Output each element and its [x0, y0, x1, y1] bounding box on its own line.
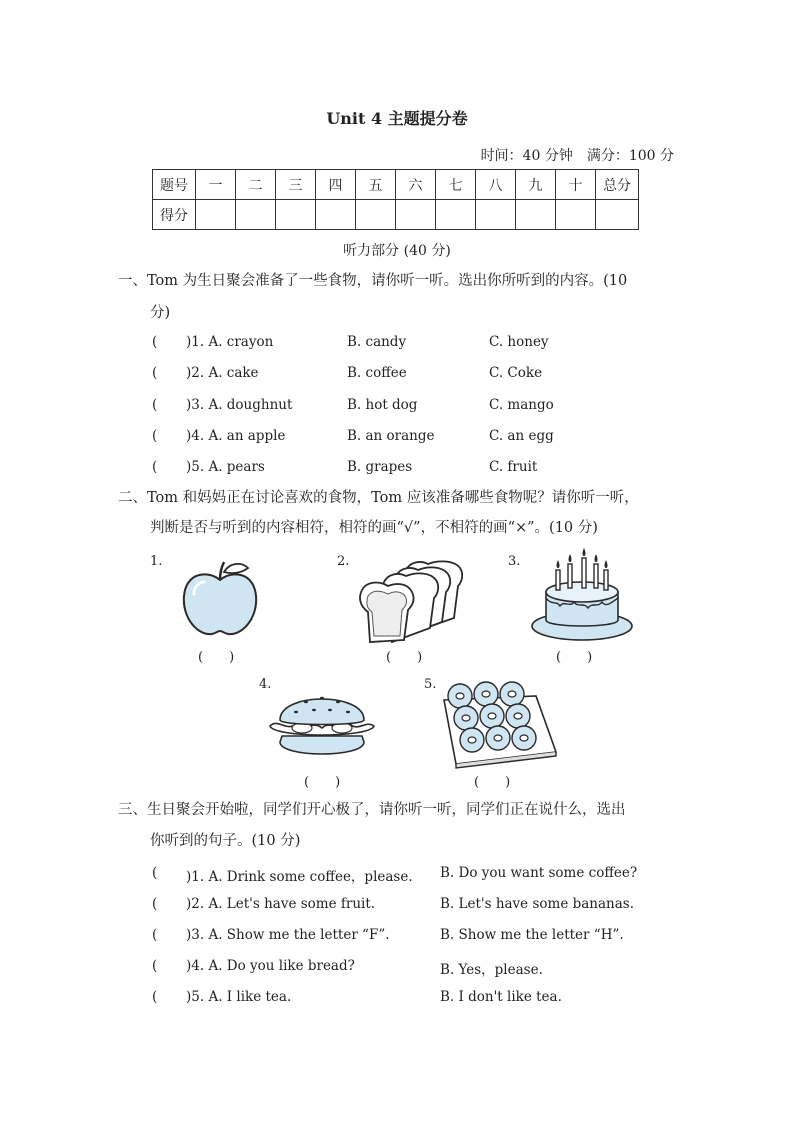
answer-paren[interactable]: (: [152, 958, 158, 974]
answer-paren[interactable]: (: [152, 865, 158, 881]
score-cell: 四: [316, 170, 356, 200]
score-input-cell[interactable]: [476, 200, 516, 230]
option-c: C. mango: [489, 397, 554, 413]
score-cell: 五: [356, 170, 396, 200]
picture-label-5: 5.: [424, 677, 437, 692]
option-b: B. Yes，please.: [440, 962, 543, 978]
score-input-cell[interactable]: [196, 200, 236, 230]
section1-heading-cont: 分): [150, 305, 171, 321]
option-a: )1. A. crayon: [186, 334, 274, 350]
option-b: B. Do you want some coffee?: [440, 865, 638, 881]
option-b: B. Show me the letter “H”.: [440, 927, 624, 943]
answer-bracket-2[interactable]: ( ): [386, 650, 423, 665]
section1-heading: 一、Tom 为生日聚会准备了一些食物，请你听一听。选出你所听到的内容。(10: [118, 273, 628, 289]
score-cell: 六: [396, 170, 436, 200]
answer-paren[interactable]: (: [152, 896, 158, 912]
score-cell: 二: [236, 170, 276, 200]
answer-bracket-3[interactable]: ( ): [556, 650, 593, 665]
answer-bracket-1[interactable]: ( ): [198, 650, 235, 665]
score-input-cell[interactable]: [316, 200, 356, 230]
score-input-cell[interactable]: [556, 200, 596, 230]
option-a: )4. A. an apple: [186, 428, 286, 444]
picture-label-1: 1.: [150, 554, 163, 569]
apple-picture: [178, 560, 262, 640]
hamburger-picture: [266, 682, 378, 762]
score-input-cell[interactable]: [436, 200, 476, 230]
score-table-header-row: [153, 170, 639, 200]
page-title: Unit 4 主题提分卷: [326, 109, 468, 128]
score-table: [152, 169, 639, 230]
score-input-cell[interactable]: [276, 200, 316, 230]
option-a: )4. A. Do you like bread?: [186, 958, 355, 974]
option-a: )5. A. I like tea.: [186, 989, 292, 1005]
picture-label-3: 3.: [508, 554, 521, 569]
option-a: )5. A. pears: [186, 459, 265, 475]
section3-heading: 三、生日聚会开始啦，同学们开心极了，请你听一听，同学们正在说什么，选出: [118, 802, 626, 818]
answer-paren[interactable]: (: [152, 365, 158, 381]
score-cell: 八: [476, 170, 516, 200]
answer-paren[interactable]: (: [152, 428, 158, 444]
score-cell: 十: [556, 170, 596, 200]
score-cell: 题号: [153, 170, 196, 200]
score-input-cell[interactable]: [596, 200, 639, 230]
option-c: C. an egg: [489, 428, 554, 444]
answer-bracket-5[interactable]: ( ): [474, 775, 511, 790]
option-b: B. hot dog: [347, 397, 418, 413]
score-input-cell[interactable]: [516, 200, 556, 230]
score-cell: 七: [436, 170, 476, 200]
time-score-info: 时间：40 分钟 满分：100 分: [480, 148, 674, 164]
score-cell: 得分: [153, 200, 196, 230]
option-c: C. honey: [489, 334, 549, 350]
option-a: )2. A. cake: [186, 365, 259, 381]
section2-heading-cont: 判断是否与听到的内容相符，相符的画“√”，不相符的画“×”。(10 分): [150, 520, 598, 536]
score-cell: 一: [196, 170, 236, 200]
listening-part-title: 听力部分 (40 分): [343, 243, 451, 259]
option-b: B. Let's have some bananas.: [440, 896, 634, 912]
score-input-cell[interactable]: [396, 200, 436, 230]
section3-heading-cont: 你听到的句子。(10 分): [150, 833, 301, 849]
option-c: C. fruit: [489, 459, 538, 475]
answer-bracket-4[interactable]: ( ): [304, 775, 341, 790]
score-cell: 总分: [596, 170, 639, 200]
answer-paren[interactable]: (: [152, 989, 158, 1005]
score-input-cell[interactable]: [356, 200, 396, 230]
option-a: )1. A. Drink some coffee，please.: [186, 869, 413, 885]
picture-label-2: 2.: [337, 554, 350, 569]
option-b: B. coffee: [347, 365, 407, 381]
answer-paren[interactable]: (: [152, 397, 158, 413]
answer-paren[interactable]: (: [152, 334, 158, 350]
doughnuts-picture: [440, 680, 560, 770]
option-b: B. candy: [347, 334, 407, 350]
score-cell: 九: [516, 170, 556, 200]
option-a: )3. A. doughnut: [186, 397, 293, 413]
option-c: C. Coke: [489, 365, 543, 381]
section2-heading: 二、Tom 和妈妈正在讨论喜欢的食物，Tom 应该准备哪些食物呢？请你听一听，: [118, 490, 639, 506]
option-a: )3. A. Show me the letter “F”.: [186, 927, 390, 943]
score-cell: 三: [276, 170, 316, 200]
score-input-cell[interactable]: [236, 200, 276, 230]
bread-picture: [358, 556, 468, 644]
picture-label-4: 4.: [259, 677, 272, 692]
option-b: B. an orange: [347, 428, 435, 444]
answer-paren[interactable]: (: [152, 927, 158, 943]
option-b: B. I don't like tea.: [440, 989, 562, 1005]
answer-paren[interactable]: (: [152, 459, 158, 475]
option-a: )2. A. Let's have some fruit.: [186, 896, 376, 912]
score-table-score-row: [153, 200, 639, 230]
option-b: B. grapes: [347, 459, 413, 475]
cake-picture: [530, 548, 634, 644]
